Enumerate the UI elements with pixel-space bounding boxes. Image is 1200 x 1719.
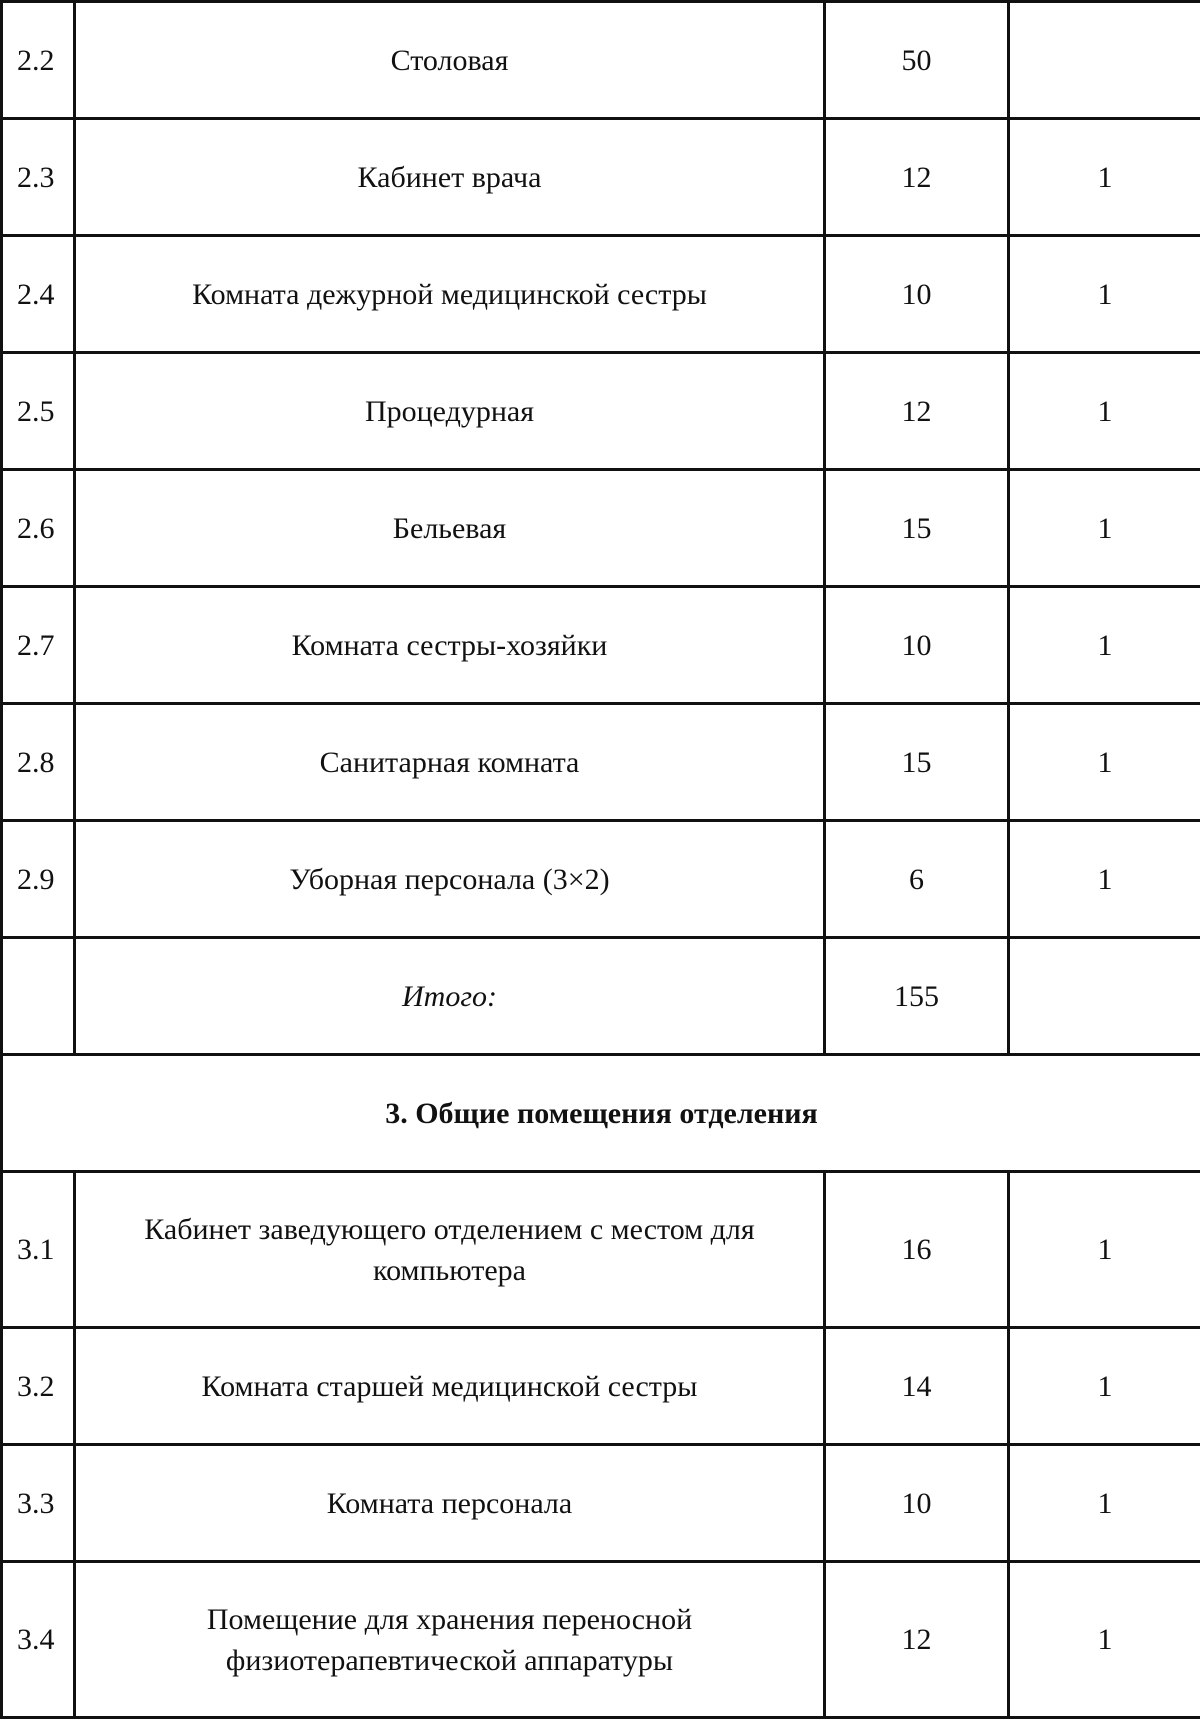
table-row <box>2 236 1200 353</box>
room-name: Комната сестры-хозяйки <box>75 587 825 704</box>
row-number: 2.5 <box>2 353 75 470</box>
section-header-row <box>2 1055 1200 1172</box>
table-row <box>2 1445 1200 1562</box>
row-number: 2.8 <box>2 704 75 821</box>
room-count: 1 <box>1009 587 1200 704</box>
room-name: Помещение для хранения переносной физиотерапевтической аппаратуры <box>75 1562 825 1718</box>
room-area: 50 <box>825 2 1009 119</box>
room-count: 1 <box>1009 353 1200 470</box>
row-number: 2.7 <box>2 587 75 704</box>
room-name: Столовая <box>75 2 825 119</box>
room-count: 1 <box>1009 704 1200 821</box>
row-number: 2.3 <box>2 119 75 236</box>
section-title: 3. Общие помещения отделения <box>2 1055 1200 1172</box>
row-number: 2.4 <box>2 236 75 353</box>
room-area: 15 <box>825 704 1009 821</box>
total-number-cell <box>2 938 75 1055</box>
room-count: 1 <box>1009 821 1200 938</box>
table-row <box>2 587 1200 704</box>
table-row <box>2 1328 1200 1445</box>
room-area: 14 <box>825 1328 1009 1445</box>
room-name: Кабинет заведующего отделением с местом для компьютера <box>75 1172 825 1328</box>
table-row <box>2 353 1200 470</box>
table-row <box>2 470 1200 587</box>
total-label: Итого: <box>75 938 825 1055</box>
room-area: 10 <box>825 587 1009 704</box>
room-name: Комната старшей медицинской сестры <box>75 1328 825 1445</box>
room-count: 1 <box>1009 470 1200 587</box>
room-area: 12 <box>825 119 1009 236</box>
total-area: 155 <box>825 938 1009 1055</box>
table-row <box>2 821 1200 938</box>
room-area: 6 <box>825 821 1009 938</box>
row-number: 2.9 <box>2 821 75 938</box>
room-name: Комната дежурной медицинской сестры <box>75 236 825 353</box>
room-count: 1 <box>1009 119 1200 236</box>
table-row <box>2 2 1200 119</box>
row-number: 3.1 <box>2 1172 75 1328</box>
room-name: Бельевая <box>75 470 825 587</box>
room-name: Комната персонала <box>75 1445 825 1562</box>
room-name: Процедурная <box>75 353 825 470</box>
table-row <box>2 1562 1200 1718</box>
table-row <box>2 704 1200 821</box>
total-row <box>2 938 1200 1055</box>
row-number: 2.6 <box>2 470 75 587</box>
room-area: 12 <box>825 1562 1009 1718</box>
room-count <box>1009 2 1200 119</box>
room-area: 15 <box>825 470 1009 587</box>
room-name: Уборная персонала (3×2) <box>75 821 825 938</box>
table-row <box>2 1172 1200 1328</box>
row-number: 2.2 <box>2 2 75 119</box>
room-count: 1 <box>1009 1562 1200 1718</box>
row-number: 3.2 <box>2 1328 75 1445</box>
room-name: Санитарная комната <box>75 704 825 821</box>
room-area: 10 <box>825 1445 1009 1562</box>
room-count: 1 <box>1009 1328 1200 1445</box>
room-count: 1 <box>1009 1445 1200 1562</box>
table-row <box>2 119 1200 236</box>
room-area: 12 <box>825 353 1009 470</box>
total-count-cell <box>1009 938 1200 1055</box>
row-number: 3.3 <box>2 1445 75 1562</box>
room-count: 1 <box>1009 236 1200 353</box>
room-count: 1 <box>1009 1172 1200 1328</box>
room-area: 16 <box>825 1172 1009 1328</box>
row-number: 3.4 <box>2 1562 75 1718</box>
room-area: 10 <box>825 236 1009 353</box>
room-name: Кабинет врача <box>75 119 825 236</box>
